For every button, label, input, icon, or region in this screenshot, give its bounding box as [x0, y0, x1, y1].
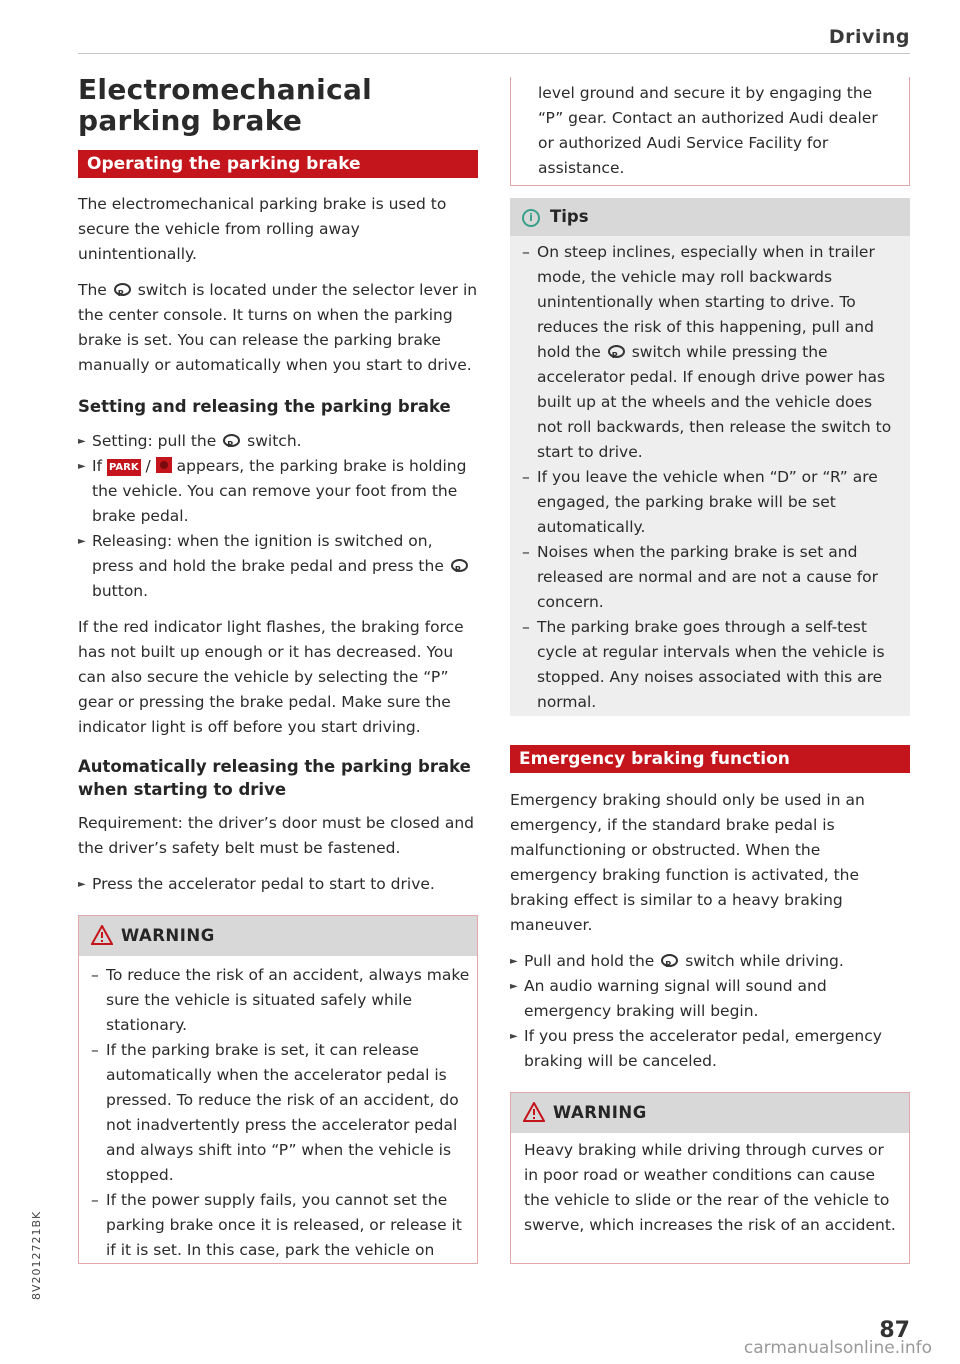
warning-item-text: If the parking brake is set, it can release automatically when the accelerator pedal is pressed. To reduce the risk of an accident, do not inadvertently press the accelerator pedal and always shift into “P” when the vehicle is stopped.	[106, 1041, 459, 1184]
step-pull-hold-b: switch while driving.	[685, 952, 844, 970]
tips-box	[510, 198, 910, 716]
page-number: 87	[879, 1318, 910, 1343]
warning-header	[511, 1093, 909, 1133]
warning-box-emergency	[510, 1092, 910, 1264]
tip-item: – On steep inclines, especially when in trailer mode, the vehicle may roll backwards unintentionally when starting to drive. To reduces the risk of this happening, pull and hold the P switch while pressing the accelerator pedal. If enough drive power has built up at the wheels and the vehicle does not roll backwards, then release the switch to start to drive.	[510, 240, 902, 465]
step-cancel	[510, 1024, 910, 1074]
step-park-indicator	[78, 454, 478, 529]
paragraph-switch-b: switch is located under the selector lever in the center console. It turns on when the parking brake is set. You can release the parking brake manually or automatically when you start to drive.	[78, 281, 478, 374]
step-park-a: If	[92, 457, 103, 475]
tip-item: – If you leave the vehicle when “D” or “R” are engaged, the parking brake will be set automatically.	[522, 468, 878, 536]
warning-item-text: If the power supply fails, you cannot set the parking brake once it is released, or release it if it is set. In this case, park the vehicle on	[106, 1191, 462, 1259]
park-indicator-icon: PARK	[107, 459, 141, 476]
subheading-setting: Setting and releasing the parking brake	[78, 397, 451, 416]
step-setting-b: switch.	[247, 432, 302, 450]
warning-title: WARNING	[553, 1103, 647, 1122]
parking-brake-icon	[608, 345, 625, 358]
step-audio-warning	[510, 974, 910, 1024]
step-arrow-icon: ►	[78, 461, 86, 472]
brake-indicator-icon	[156, 457, 172, 473]
step-arrow-icon: ►	[78, 879, 86, 890]
warning-item-text: To reduce the risk of an accident, always make sure the vehicle is situated safely while stationary.	[106, 966, 470, 1034]
warning-item: – If the parking brake is set, it can release automatically when the accelerator pedal is pressed. To reduce the risk of an accident, do not inadvertently press the accelerator pedal and always shift into “P” when the vehicle is stopped.	[91, 1041, 459, 1184]
warning-triangle-icon	[523, 1102, 545, 1122]
step-releasing	[78, 529, 478, 604]
section-header: Driving	[828, 26, 910, 48]
step-accelerator	[78, 872, 478, 897]
warning-title: WARNING	[121, 926, 215, 945]
step-arrow-icon: ►	[78, 536, 86, 547]
step-arrow-icon: ►	[510, 1031, 518, 1042]
step-park-b: appears, the parking brake is holding the vehicle. You can remove your foot from the brake pedal.	[92, 457, 467, 525]
step-releasing-b: button.	[92, 582, 149, 600]
side-code: 8V2012721BK	[30, 1210, 43, 1300]
subheading-auto-release: Automatically releasing the parking brake when starting to drive	[78, 757, 471, 799]
tips-title: Tips	[550, 207, 589, 226]
step-cancel-text: If you press the accelerator pedal, emergency braking will be canceled.	[524, 1027, 882, 1070]
chapter-title: Electromechanical parking brake	[78, 73, 373, 137]
tip-item-a: On steep inclines, especially when in trailer mode, the vehicle may roll backwards unintentionally when starting to drive. To reduces the risk of this happening, pull and hold the	[537, 243, 875, 361]
step-setting-a: Setting: pull the	[92, 432, 217, 450]
paragraph-indicator: If the red indicator light flashes, the braking force has not built up enough or it has decreased. You can also secure the vehicle by selecting the “P” gear or pressing the brake pedal. Make sure the indicator light is off before you start driving.	[78, 618, 464, 736]
warning-triangle-icon	[91, 925, 113, 945]
warning-continued-text: level ground and secure it by engaging the “P” gear. Contact an authorized Audi dealer or authorized Audi Service Facility for assistance.	[538, 84, 878, 177]
left-column	[78, 150, 478, 1264]
paragraph-emergency: Emergency braking should only be used in an emergency, if the standard brake pedal is malfunctioning or obstructed. When the emergency braking function is activated, the braking effect is similar to a heavy braking maneuver.	[510, 791, 865, 934]
step-setting	[78, 429, 478, 454]
paragraph-requirement: Requirement: the driver’s door must be closed and the driver’s safety belt must be fastened.	[78, 814, 474, 857]
step-pull-hold	[510, 949, 910, 974]
step-pull-hold-a: Pull and hold the	[524, 952, 655, 970]
section-heading-emergency: Emergency braking function	[510, 745, 910, 773]
right-column	[510, 77, 910, 1264]
warning-item: – To reduce the risk of an accident, always make sure the vehicle is situated safely while stationary.	[91, 966, 470, 1034]
parking-brake-icon	[451, 559, 468, 572]
tip-item-text: Noises when the parking brake is set and released are normal and are not a cause for concern.	[537, 543, 879, 611]
paragraph-intro: The electromechanical parking brake is used to secure the vehicle from rolling away unintentionally.	[78, 195, 447, 263]
parking-brake-icon	[114, 283, 131, 296]
section-heading-operating: Operating the parking brake	[78, 150, 478, 178]
parking-brake-icon	[661, 954, 678, 967]
warning-continued	[510, 77, 910, 186]
warning-box	[78, 915, 478, 1264]
paragraph-switch	[78, 278, 478, 378]
step-audio-warning-text: An audio warning signal will sound and emergency braking will begin.	[524, 977, 827, 1020]
warning-emergency-text: Heavy braking while driving through curves or in poor road or weather conditions can cause the vehicle to slide or the rear of the vehicle to swerve, which increases the risk of an accident.	[524, 1141, 896, 1234]
step-releasing-a: Releasing: when the ignition is switched on, press and hold the brake pedal and press the	[92, 532, 444, 575]
step-arrow-icon: ►	[78, 436, 86, 447]
parking-brake-icon	[223, 434, 240, 447]
warning-item: – If the power supply fails, you cannot set the parking brake once it is released, or release it if it is set. In this case, park the vehicle on	[91, 1191, 462, 1259]
tip-item: – The parking brake goes through a self-test cycle at regular intervals when the vehicle is stopped. Any noises associated with this are normal.	[522, 618, 885, 711]
watermark: carmanualsonline.info	[743, 1338, 932, 1358]
tip-item-b: switch while pressing the accelerator pedal. If enough drive power has built up at the wheels and the vehicle does not roll backwards, then release the switch to start to drive.	[537, 343, 892, 461]
tip-item-text: If you leave the vehicle when “D” or “R” are engaged, the parking brake will be set automatically.	[537, 468, 878, 536]
step-accelerator-text: Press the accelerator pedal to start to drive.	[92, 875, 435, 893]
step-arrow-icon: ►	[510, 956, 518, 967]
paragraph-switch-a: The	[78, 281, 107, 299]
warning-header	[79, 916, 477, 956]
tip-item: – Noises when the parking brake is set and released are normal and are not a cause for concern.	[522, 543, 879, 611]
header-rule	[78, 53, 910, 54]
tips-header	[510, 198, 910, 236]
info-icon: i	[522, 209, 540, 227]
tip-item-text: The parking brake goes through a self-test cycle at regular intervals when the vehicle is stopped. Any noises associated with this are normal.	[537, 618, 885, 711]
step-arrow-icon: ►	[510, 981, 518, 992]
step-park-slash: /	[145, 457, 151, 475]
